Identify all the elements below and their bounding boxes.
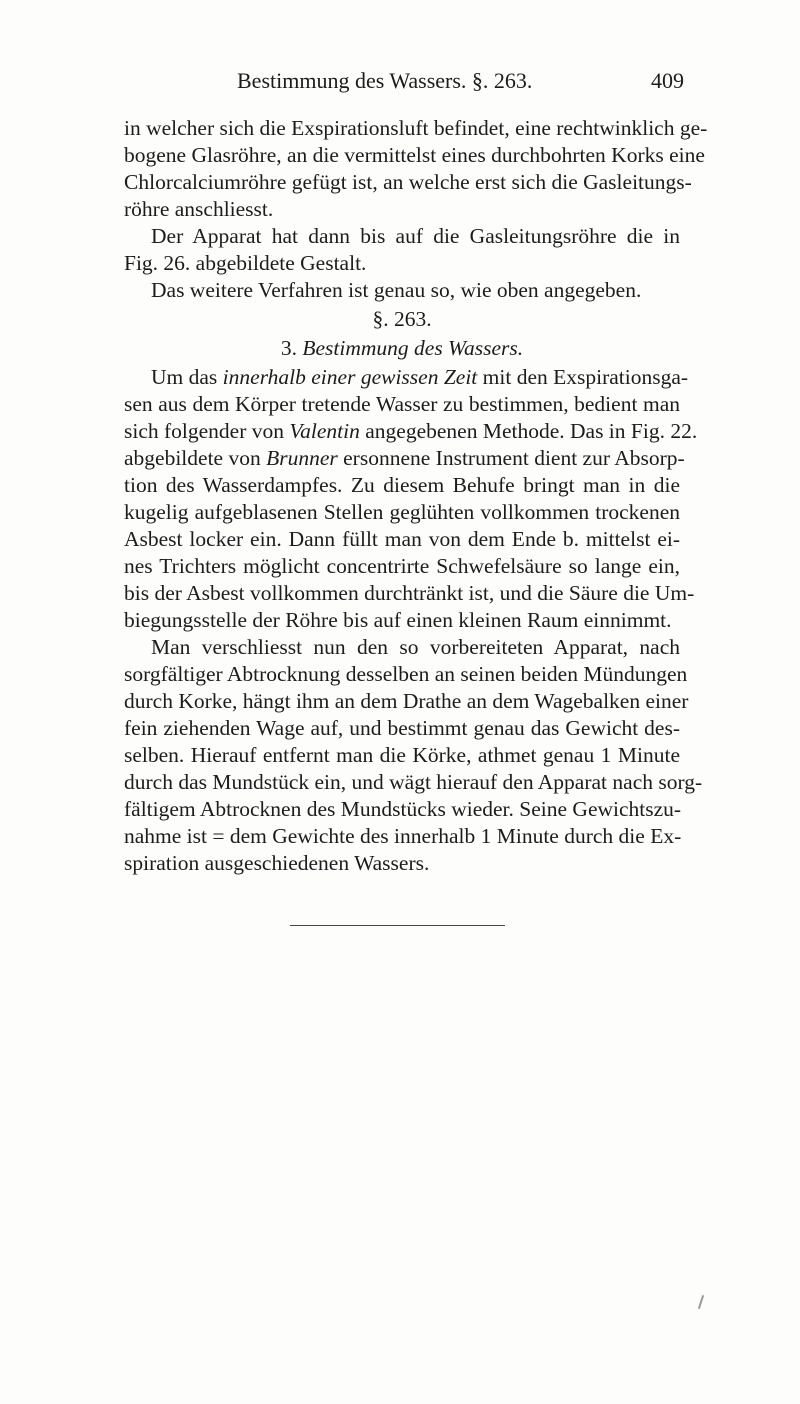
- page-blemish: [698, 1295, 704, 1309]
- running-title: Bestimmung des Wassers. §. 263.: [237, 68, 533, 93]
- text-segment: mit den Exspirationsga-: [477, 365, 689, 389]
- text-line: fein ziehenden Wage auf, und bestimmt genau das Gewicht des-: [124, 716, 680, 740]
- text-line: tion des Wasserdampfes. Zu diesem Behufe bringt man in die: [124, 473, 680, 497]
- text-segment: abgebildete von: [124, 446, 267, 470]
- text-segment: ersonnene Instrument dient zur Absorp-: [337, 446, 685, 470]
- body-text: [124, 115, 708, 877]
- paragraph-method: [124, 364, 698, 634]
- text-line: biegungsstelle der Röhre bis auf einen kleinen Raum einnimmt.: [124, 608, 672, 632]
- text-line: sen aus dem Körper tretende Wasser zu bestimmen, bedient man: [124, 392, 680, 416]
- text-line: bogene Glasröhre, an die vermittelst eines durchbohrten Korks eine: [124, 143, 705, 167]
- paragraph-procedure: [124, 277, 680, 304]
- text-line: [124, 445, 685, 472]
- text-segment: Um das: [151, 365, 223, 389]
- text-line: Der Apparat hat dann bis auf die Gasleitungsröhre die in: [151, 224, 680, 248]
- text-line: nes Trichters möglicht concentrirte Schwefelsäure so lange ein,: [124, 554, 680, 578]
- text-line: Das weitere Verfahren ist genau so, wie oben angegeben.: [151, 278, 642, 302]
- text-line: Fig. 26. abgebildete Gestalt.: [124, 251, 367, 275]
- text-line: spiration ausgeschiedenen Wassers.: [124, 851, 430, 875]
- emphasis-text: innerhalb einer gewissen Zeit: [222, 365, 478, 389]
- paragraph-apparatus: [124, 223, 680, 277]
- paragraph-weighing: [124, 634, 703, 877]
- section-divider-rule: [290, 925, 505, 926]
- text-line: kugelig aufgeblasenen Stellen geglühten vollkommen trockenen: [124, 500, 680, 524]
- section-number: [124, 306, 680, 333]
- section-number-text: §. 263.: [372, 307, 432, 331]
- text-segment: angegebenen Methode. Das in Fig. 22.: [359, 419, 698, 443]
- text-line: [124, 418, 698, 445]
- text-line: Man verschliesst nun den so vorbereiteten Apparat, nach: [151, 635, 680, 659]
- text-line: durch Korke, hängt ihm an dem Drathe an dem Wagebalken einer: [124, 689, 689, 713]
- author-name: Brunner: [266, 446, 338, 470]
- section-heading-number: 3.: [280, 336, 297, 360]
- page-number: 409: [651, 68, 684, 93]
- running-header: [124, 68, 684, 98]
- text-line: fältigem Abtrocknen des Mundstücks wieder. Seine Gewichtszu-: [124, 797, 682, 821]
- text-line: Chlorcalciumröhre gefügt ist, an welche erst sich die Gasleitungs-: [124, 170, 692, 194]
- text-line: Asbest locker ein. Dann füllt man von dem Ende b. mittelst ei-: [124, 527, 680, 551]
- text-line: [124, 364, 689, 391]
- section-heading-title: Bestimmung des Wassers.: [302, 336, 524, 360]
- section-heading: [124, 335, 680, 362]
- text-line: selben. Hierauf entfernt man die Körke, athmet genau 1 Minute: [124, 743, 680, 767]
- text-line: in welcher sich die Exspirationsluft befindet, eine rechtwinklich ge-: [124, 116, 708, 140]
- text-line: nahme ist = dem Gewichte des innerhalb 1 Minute durch die Ex-: [124, 824, 682, 848]
- author-name: Valentin: [289, 419, 360, 443]
- text-line: bis der Asbest vollkommen durchtränkt ist, und die Säure die Um-: [124, 581, 695, 605]
- text-line: röhre anschliesst.: [124, 197, 274, 221]
- text-line: sorgfältiger Abtrocknung desselben an seinen beiden Mündungen: [124, 662, 688, 686]
- text-segment: sich folgender von: [124, 419, 290, 443]
- paragraph-continuation: [124, 115, 708, 223]
- text-line: durch das Mundstück ein, und wägt hierauf den Apparat nach sorg-: [124, 770, 703, 794]
